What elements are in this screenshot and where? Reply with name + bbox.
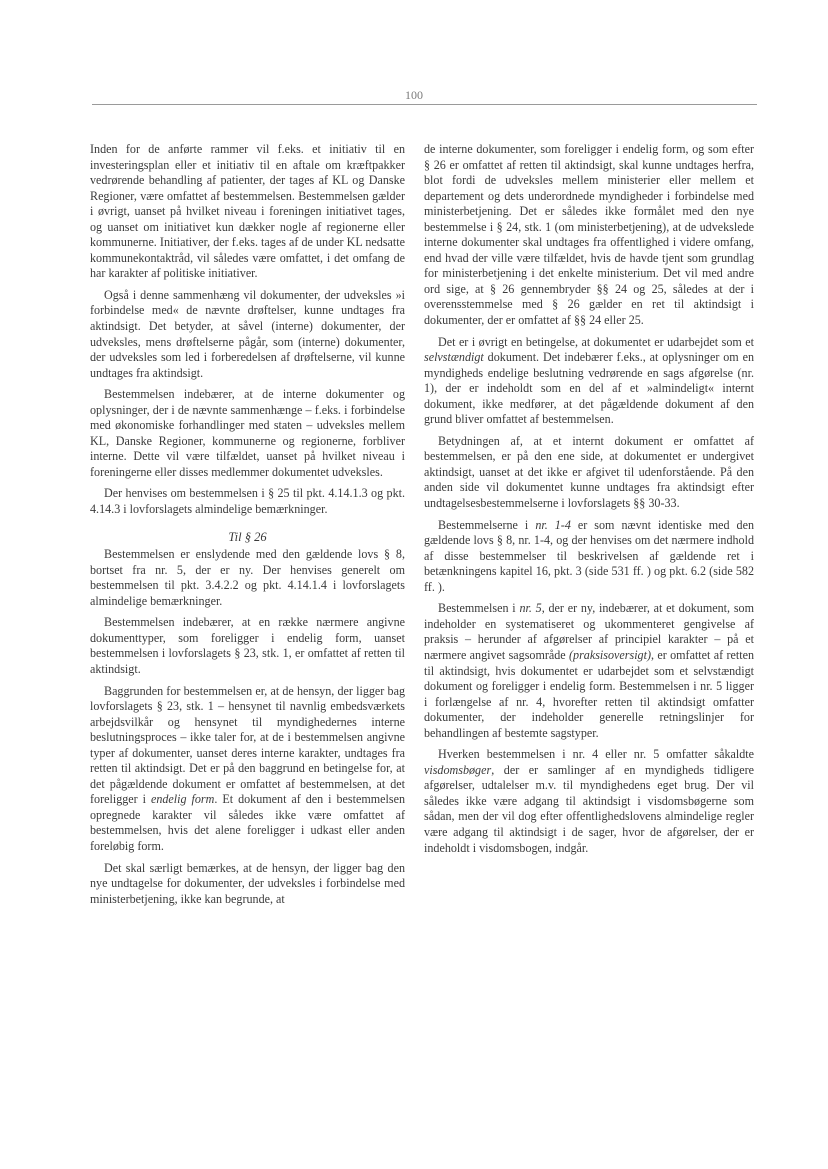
paragraph: Betydningen af, at et internt dokument er omfattet af bestemmelsen, er på den ene side, at dokumentet er undergivet aktindsigt, uanset at det ikke er afgivet til udenforstående. På den anden side vil dokumentet kunne undtages fra aktindsigt efter undtagelsesbestemmelserne i lovforslagets §§ 30-33. (424, 433, 754, 511)
text-run: Hverken bestemmelsen i nr. 4 eller nr. 5 omfatter såkaldte (438, 747, 754, 762)
paragraph: Bestemmelsen er enslydende med den gældende lovs § 8, bortset fra nr. 5, der er ny. Der henvises generelt om bestemmelsen til pkt. 3.4.2.2 og pkt. 4.14.1.4 i lovforslagets almindelige bemærkninger. (90, 547, 405, 608)
paragraph (424, 747, 754, 856)
text-run: Bestemmelserne i (438, 517, 536, 532)
paragraph (424, 335, 754, 428)
paragraph: de interne dokumenter, som foreligger i endelig form, og som efter § 26 er omfattet af retten til aktindsigt, skal kunne undtages herfra, blot fordi de udveksles mellem ministerier eller mellem et departement og dets underordnede myndigheder i forbindelse med ministerbetjening. Det er således ikke formålet med den nye bestemmelse i § 24, stk. 1 (om ministerbetjening), at de udvekslede interne dokumenter skal undtages fra offentlighed i videre omfang, end hvad der ville være tilfældet, hvis de havde tjent som grundlag for ministerbetjening i det enkelte ministerium. Det vil med andre ord sige, at § 26 gennembryder §§ 24 og 25, således at der i overensstemmelse med § 26 gælder en ret til aktindsigt i dokumenter, der er omfattet af §§ 24 eller 25. (424, 142, 754, 328)
emphasis: nr. 5 (519, 601, 542, 616)
text-run: . Et dokument af den i bestemmelsen opregnede karakter vil således ikke være omfattet af bestemmelsen, hvis det alene foreligger i udkast eller anden foreløbig form. (90, 792, 405, 853)
page-number: 100 (405, 88, 423, 102)
section-heading: Til § 26 (228, 529, 267, 544)
emphasis: visdomsbøger (424, 762, 492, 777)
paragraph (424, 601, 754, 741)
paragraph (90, 684, 405, 855)
text-run: er som nævnt identiske med den gældende lovs § 8, nr. 1-4, og der henvises om det nærmere indhold af disse bestemmelser til beskrivelsen af gældende ret i betænkningens kapitel 16, pkt. 3 (side 531 ff. ) og pkt. 6.2 (side 582 ff. ). (424, 517, 754, 594)
text-run: Det er i øvrigt en betingelse, at dokumentet er udarbejdet som et (438, 334, 754, 349)
paragraph (424, 518, 754, 596)
paragraph: Bestemmelsen indebærer, at de interne dokumenter og oplysninger, der i de nævnte sammenhænge – f.eks. i forbindelse med økonomiske forhandlinger med staten – udveksles mellem KL, Danske Regioner, kommunerne og regionerne, forbliver interne. Dette vil være tilfældet, uanset på hvilket niveau i foreningerne eller disses medlemmer dokumentet udveksles. (90, 387, 405, 479)
paragraph: Det skal særligt bemærkes, at de hensyn, der ligger bag den nye undtagelse for dokumenter, der udveksles i forbindelse med ministerbetjening, ikke kan begrunde, at (90, 860, 405, 906)
paragraph: Bestemmelsen indebærer, at en række nærmere angivne dokumenttyper, som foreligger i endelig form, uanset bestemmelsen i lovforslagets § 23, stk. 1, er omfattet af retten til aktindsigt. (90, 615, 405, 676)
left-column (90, 142, 405, 907)
text-run: dokument. Det indebærer f.eks., at oplysninger om en myndigheds endelige beslutning vedrørende en sags afgørelse (nr. 1), der er indeholdt som en del af et »almindeligt« internt dokument, ikke medfører, at det pågældende dokument af den grund bliver omfattet af bestemmelsen. (424, 350, 754, 427)
emphasis: selvstændigt (424, 350, 484, 365)
text-run: , er omfattet af retten til aktindsigt, hvis dokumentet er udarbejdet som et selvstændigt dokument og foreligger i endelig form. Bestemmelsen i nr. 5 ligger i forlængelse af nr. 4, hvorefter retten til aktindsigt omfatter dokumenter, der indeholder generelle retningslinjer for behandlingen af bestemte sagstyper. (424, 647, 755, 740)
paragraph: Der henvises om bestemmelsen i § 25 til pkt. 4.14.1.3 og pkt. 4.14.3 i lovforslagets almindelige bemærkninger. (90, 486, 405, 517)
header-rule (92, 104, 757, 105)
paragraph: Også i denne sammenhæng vil dokumenter, der udveksles »i forbindelse med« de nævnte drøftelser, kunne undtages fra aktindsigt. Det betyder, at såvel (interne) dokumenter, der udveksles, mens drøftelserne pågår, som (interne) dokumenter, der udveksles som led i forberedelsen af drøftelserne, vil kunne undtages fra aktindsigt. (90, 287, 405, 380)
text-run: , der er samlinger af en myndigheds tidligere afgørelser, udtalelser m.v. til myndighedens eget brug. Der vil således ikke være adgang til aktindsigt i visdomsbøgerne som sådan, men der vil dog efter offentlighedslovens almindelige regler være adgang til aktindsigt i de sager, hvor de afgørelser, der er indeholdt i visdomsbogen, indgår. (424, 762, 754, 855)
text-run: Bestemmelsen i (438, 601, 520, 616)
paragraph: Inden for de anførte rammer vil f.eks. et initiativ til en investeringsplan eller et initiativ til en aftale om kræftpakker vedrørende behandling af patienter, der tages af KL og Danske Regioner, være omfattet af bestemmelsen. Bestemmelsen gælder i øvrigt, uanset på hvilket niveau i foreningen initiativet tages, og uanset om initiativet kun dækker nogle af regionerne eller kommunerne. Initiativer, der f.eks. tages af de under KL nedsatte kommunekontaktråd, vil således være omfattet, i det omfang de har karakter af politiske initiativer. (90, 142, 405, 281)
emphasis: (praksisoversigt) (569, 647, 651, 662)
right-column (424, 142, 754, 856)
emphasis: nr. 1-4 (535, 517, 571, 532)
emphasis: endelig form (150, 792, 215, 807)
text-run: Baggrunden for bestemmelsen er, at de hensyn, der ligger bag lovforslagets § 23, stk. 1 – hensynet til navnlig embedsværkets arbejdsvilkår og hensynet til myndighedernes interne beslutningsproces – ikke taler for, at de i bestemmelsen angivne typer af dokumenter, uanset deres interne karakter, undtages fra retten til aktindsigt. Det er på den baggrund en betingelse for, at det pågældende dokument er omfattet af bestemmelsen, at det foreligger i (90, 683, 405, 807)
text-run: , der er ny, indebærer, at et dokument, som indeholder en systematiseret og ukommenteret gengivelse af praksis – herunder af afgørelser af principiel karakter – på et nærmere angivet sagsområde (424, 601, 754, 662)
